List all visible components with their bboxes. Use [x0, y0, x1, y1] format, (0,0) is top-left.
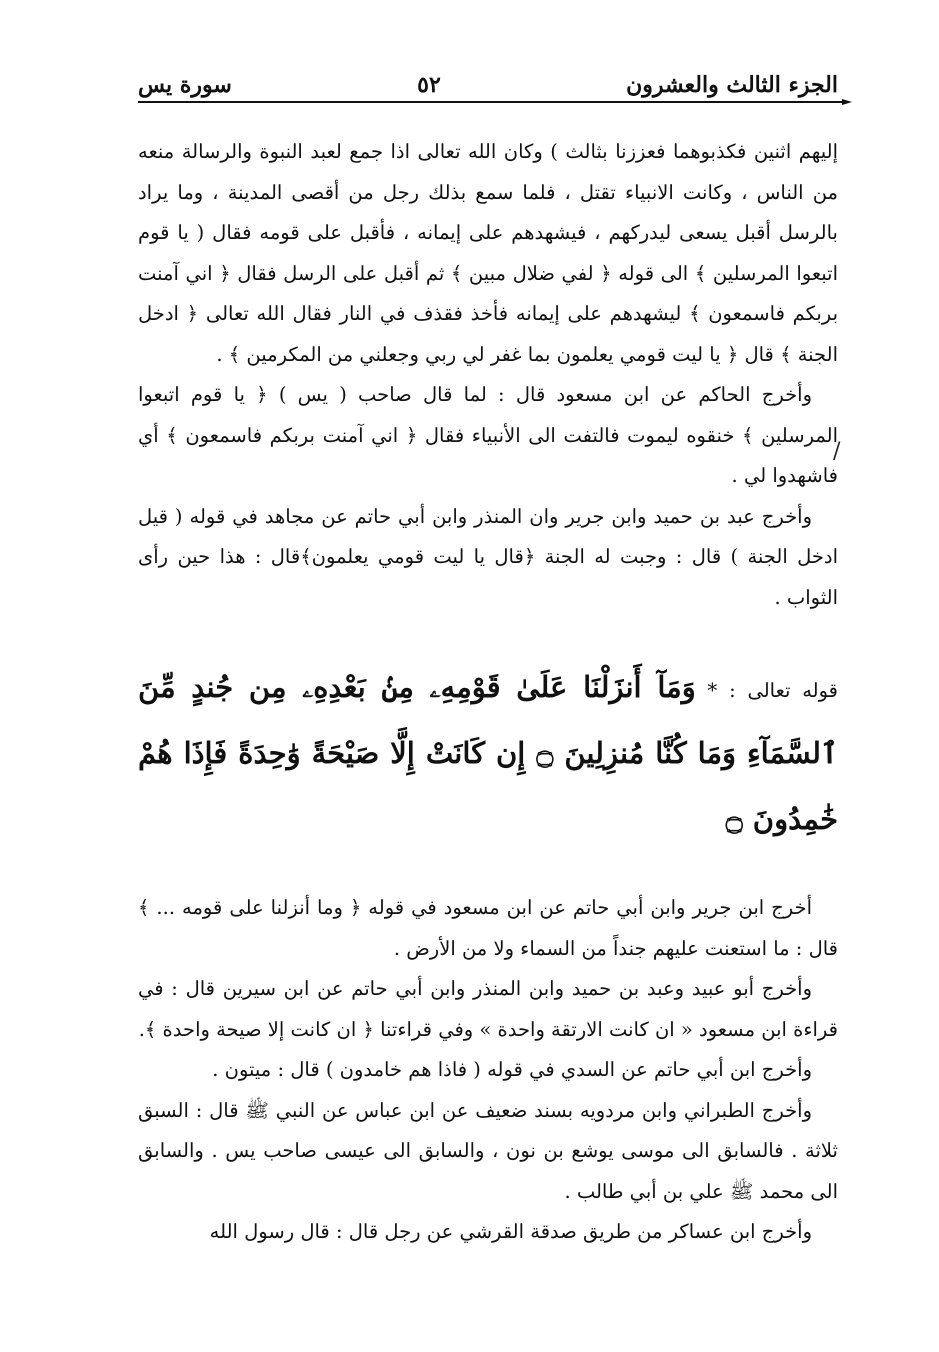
- paragraph-7: وأخرج الطبراني وابن مردويه بسند ضعيف عن ابن عباس عن النبي ﷺ قال : السبق ثلاثة . فالسابق الى موسى يوشع بن نون ، والسابق الى عيسى صاحب يس . والسابق الى محمد ﷺ علي بن أبي طالب .: [138, 1098, 838, 1203]
- paragraph-6: وأخرج ابن أبي حاتم عن السدي في قوله ( فاذا هم خامدون ) قال : ميتون .: [212, 1058, 812, 1081]
- header-divider: [138, 101, 846, 103]
- paragraph-8: وأخرج ابن عساكر من طريق صدقة القرشي عن رجل قال : قال رسول الله: [209, 1220, 812, 1243]
- paragraph-4: أخرج ابن جرير وابن أبي حاتم عن ابن مسعود في قوله ﴿ وما أنزلنا على قومه ... ﴾ قال : ما استعنت عليهم جنداً من السماء ولا من الأرض .: [138, 896, 838, 960]
- quran-verse-block: [138, 656, 838, 854]
- quran-verse: وَمَآ أَنزَلْنَا عَلَىٰ قَوْمِهِۦ مِنۢ بَعْدِهِۦ مِن جُندٍ مِّنَ ٱلسَّمَآءِ وَمَا كُنَّا مُنزِلِينَ ۝ إِن كَانَتْ إِلَّا صَيْحَةً وَٰحِدَةً فَإِذَا هُمْ خَٰمِدُونَ ۝: [138, 670, 838, 836]
- verse-intro: قوله تعالى : *: [707, 679, 839, 702]
- page-number: ٥٢: [417, 72, 441, 98]
- paragraph-1: إليهم اثنين فكذبوهما فعززنا بثالث ) وكان الله تعالى اذا جمع لعبد النبوة والرسالة منعه من الناس ، وكانت الانبياء تقتل ، فلما سمع بذلك رجل من أقصى المدينة ، وما يراد بالرسل أقبل يسعى ليدركهم ، فيشهدهم على إيمانه ، فأقبل على قومه فقال ( يا قوم اتبعوا المرسلين ﴾ الى قوله ﴿ لفي ضلال مبين ﴾ ثم أقبل على الرسل فقال ﴿ اني آمنت بربكم فاسمعون ﴾ ليشهدهم على إيمانه فأخذ فقذف في النار فقال الله تعالى ﴿ ادخل الجنة ﴾ قال ﴿ يا ليت قومي يعلمون بما غفر لي ربي وجعلني من المكرمين ﴾ .: [138, 140, 838, 366]
- page-header: [138, 58, 838, 98]
- margin-mark: /: [833, 439, 841, 464]
- page-body: [138, 132, 838, 1253]
- paragraph-5: وأخرج أبو عبيد وعبد بن حميد وابن المنذر وابن أبي حاتم عن ابن سيرين قال : في قراءة ابن مسعود « ان كانت الارتقة واحدة » وفي قراءتنا ﴿ ان كانت إلا صيحة واحدة ﴾.: [138, 977, 838, 1041]
- surah-title: سورة يس: [138, 72, 232, 98]
- paragraph-3: وأخرج عبد بن حميد وابن جرير وان المنذر وابن أبي حاتم عن مجاهد في قوله ( قيل ادخل الجنة ) قال : وجبت له الجنة ﴿قال يا ليت قومي يعلمون﴾قال : هذا حين رأى الثواب .: [138, 504, 838, 609]
- paragraph-2: وأخرج الحاكم عن ابن مسعود قال : لما قال صاحب ( يس ) ﴿ يا قوم اتبعوا المرسلين ﴾ خنقوه ليموت فالتفت الى الأنبياء فقال ﴿ اني آمنت بربكم فاسمعون ﴾ أي فاشهدوا لي .: [138, 383, 838, 487]
- part-title: الجزء الثالث والعشرون: [626, 72, 838, 98]
